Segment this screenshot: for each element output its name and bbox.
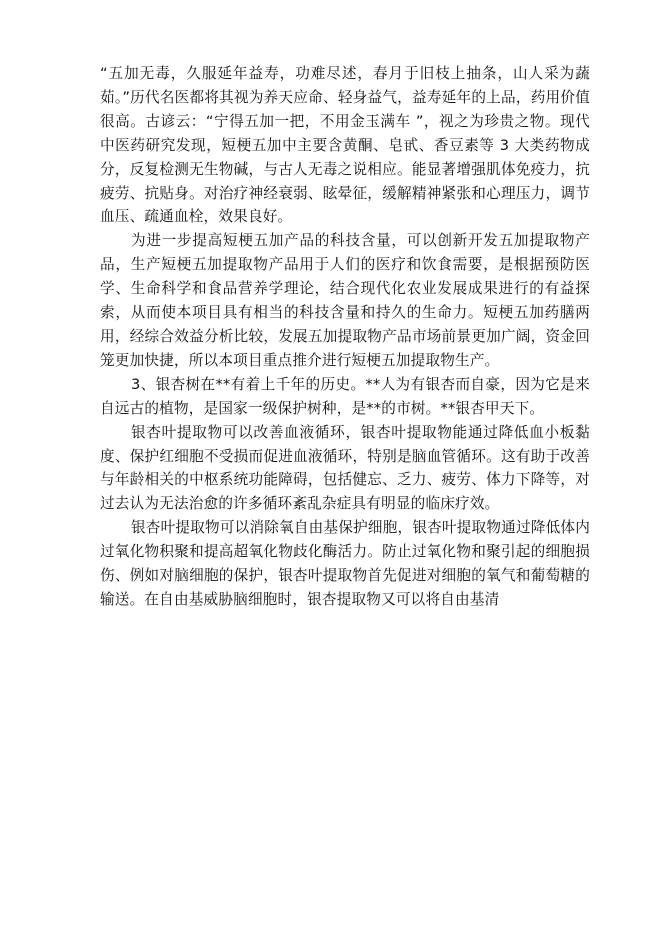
paragraph-ginkgo-free-radicals: 银杏叶提取物可以消除氧自由基保护细胞，银杏叶提取物通过降低体内过氧化物积聚和提高超氧化物歧化酶活力。防止过氧化物和聚引起的细胞损伤、例如对脑细胞的保护，银杏叶提取物首先促进对细胞的氧气和葡萄糖的输送。在自由基威胁脑细胞时，银杏提取物又可以将自由基清	[100, 519, 590, 608]
paragraph-wujia-extract: 为进一步提高短梗五加产品的科技含量，可以创新开发五加提取物产品，生产短梗五加提取物产品用于人们的医疗和饮食需要，是根据预防医学、生命科学和食品营养学理论，结合现代化农业发展成果进行的有益探索，从而使本项目具有相当的科技含量和持久的生命力。短梗五加药膳两用，经综合效益分析比较，发展五加提取物产品市场前景更加广阔，资金回笼更加快捷，所以本项目重点推介进行短梗五加提取物生产。	[100, 232, 590, 369]
paragraph-ginkgo-tree: 3、银杏树在**有着上千年的历史。**人为有银杏而自豪，因为它是来自远古的植物，是国家一级保护树种，是**的市树。**银杏甲天下。	[100, 375, 590, 417]
paragraph-ginkgo-circulation: 银杏叶提取物可以改善血液循环，银杏叶提取物能通过降低血小板黏度、保护红细胞不受损而促进血液循环，特别是脑血管循环。这有助于改善与年龄相关的中枢系统功能障碍，包括健忘、乏力、疲劳、体力下降等，对过去认为无法治愈的许多循环紊乱杂症具有明显的临床疗效。	[100, 423, 590, 513]
paragraph-wujia-history: “五加无毒，久服延年益寿，功难尽述，春月于旧枝上抽条，山人采为蔬茹。”历代名医都将其视为养天应命、轻身益气，益寿延年的上品，药用价值很高。古谚云：“宁得五加一把，不用金玉满车 ”，视之为珍贵之物。现代中医药研究发现，短梗五加中主要含黄酮、皂甙、香豆素等 3 大类药物成分，反复检测无生物碱，与古人无毒之说相应。能显著增强肌体免疫力，抗疲劳、抗贴身。对治疗神经衰弱、眩晕征，缓解精神紧张和心理压力，调节血压、疏通血栓，效果良好。	[100, 65, 590, 226]
document-body	[100, 62, 590, 612]
